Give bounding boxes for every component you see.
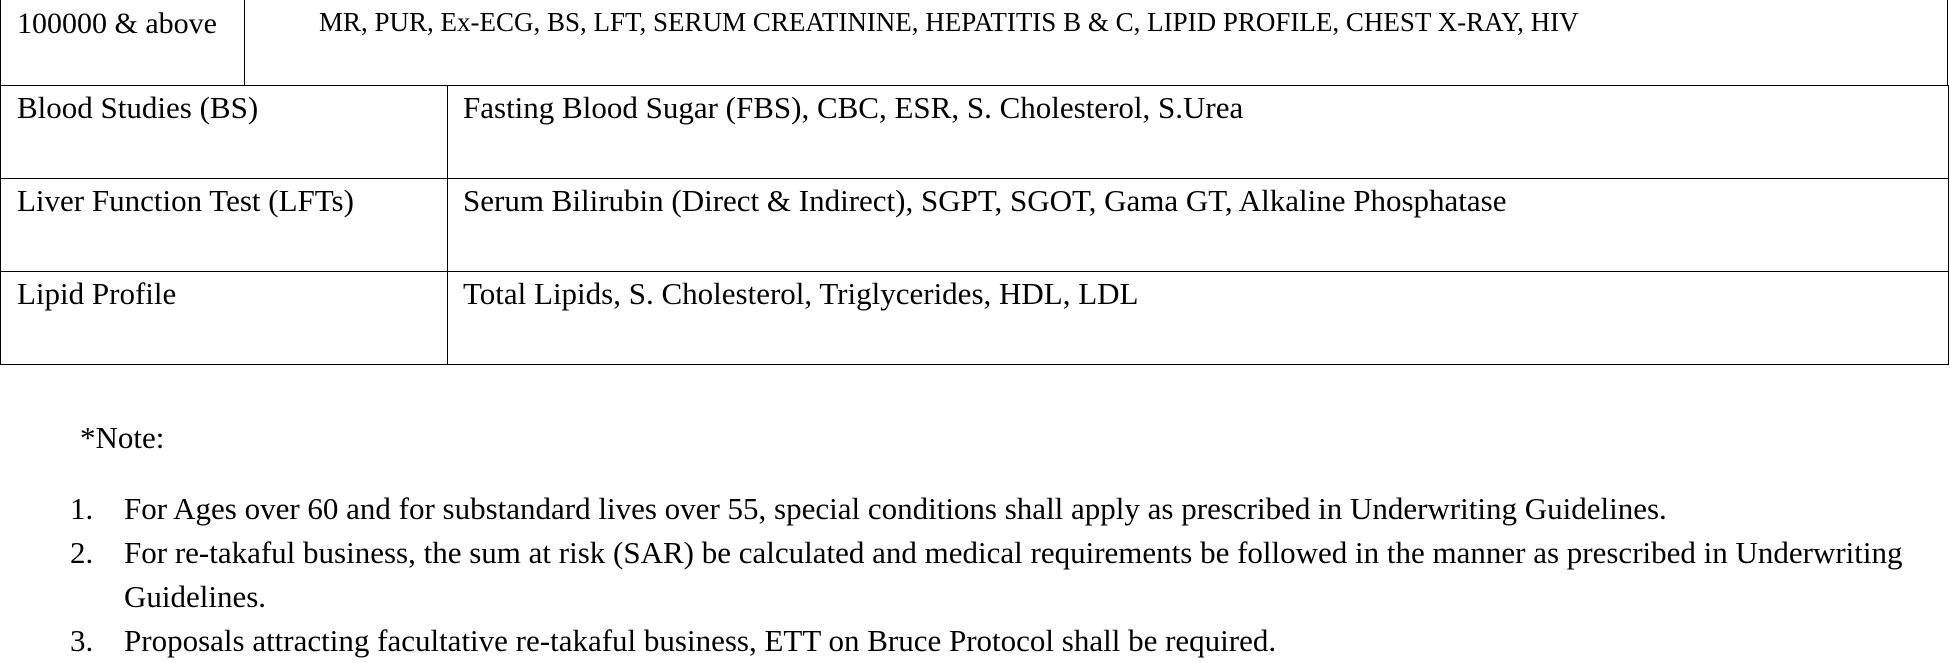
test-details-cell: Serum Bilirubin (Direct & Indirect), SGPT, SGOT, Gama GT, Alkaline Phosphatase: [448, 179, 1949, 272]
list-item-text: For Ages over 60 and for substandard lives over 55, special conditions shall apply as prescribed in Underwriting Guidelines.: [124, 491, 1667, 526]
note-heading: *Note:: [80, 420, 165, 455]
notes-list: [0, 487, 1950, 663]
sum-assured-cell: 100000 & above: [1, 0, 245, 85]
tests-table: [0, 85, 1949, 365]
table-row: [1, 86, 1949, 179]
list-item: [0, 487, 1950, 531]
table-row: [1, 179, 1949, 272]
test-name-cell: Lipid Profile: [1, 272, 448, 365]
test-name-cell: Blood Studies (BS): [1, 86, 448, 179]
requirements-cell: MR, PUR, Ex-ECG, BS, LFT, SERUM CREATININE, HEPATITIS B & C, LIPID PROFILE, CHEST X-RAY, HIV: [319, 7, 1579, 37]
test-name-cell: Liver Function Test (LFTs): [1, 179, 448, 272]
list-item-text: For re-takaful business, the sum at risk (SAR) be calculated and medical requirements be followed in the manner as prescribed in Underwriting Guidelines.: [124, 535, 1903, 614]
table-row-top: [0, 0, 1948, 86]
table-row: [1, 272, 1949, 365]
list-item-number: 2.: [70, 535, 94, 570]
list-item-number: 1.: [70, 491, 94, 526]
test-details-cell: Fasting Blood Sugar (FBS), CBC, ESR, S. Cholesterol, S.Urea: [448, 86, 1949, 179]
test-details-cell: Total Lipids, S. Cholesterol, Triglycerides, HDL, LDL: [448, 272, 1949, 365]
list-item: [0, 619, 1950, 663]
list-item-number: 3.: [70, 623, 94, 658]
list-item-text: Proposals attracting facultative re-takaful business, ETT on Bruce Protocol shall be required.: [124, 623, 1277, 658]
list-item: [0, 531, 1950, 619]
